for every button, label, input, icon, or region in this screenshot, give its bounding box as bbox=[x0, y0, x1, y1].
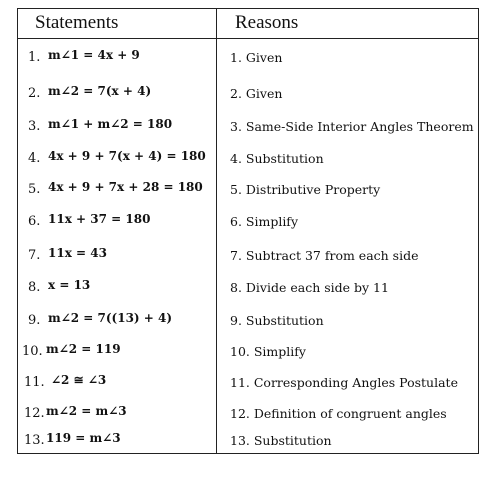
header-row bbox=[18, 9, 478, 39]
statement-number: 12. bbox=[24, 406, 45, 421]
statement-number: 3. bbox=[28, 119, 41, 134]
reason-text: 5. Distributive Property bbox=[230, 182, 381, 197]
statement-number: 7. bbox=[28, 248, 41, 263]
statement-text: 11x + 37 = 180 bbox=[48, 212, 151, 226]
reason-text: 11. Corresponding Angles Postulate bbox=[230, 375, 458, 390]
statement-text: m∠2 = 7((13) + 4) bbox=[48, 311, 173, 325]
proof-row bbox=[18, 81, 478, 109]
reason-text: 9. Substitution bbox=[230, 313, 324, 328]
statement-text: m∠2 = m∠3 bbox=[46, 404, 127, 418]
proof-row bbox=[18, 146, 478, 174]
reasons-header: Reasons bbox=[235, 12, 299, 33]
statement-text: m∠2 = 7(x + 4) bbox=[48, 84, 152, 98]
proof-row bbox=[18, 45, 478, 73]
proof-row bbox=[18, 243, 478, 271]
statement-text: 119 = m∠3 bbox=[46, 431, 121, 445]
statement-number: 6. bbox=[28, 214, 41, 229]
proof-row bbox=[18, 339, 478, 367]
proof-row bbox=[18, 177, 478, 205]
statement-number: 11. bbox=[24, 375, 45, 390]
reason-text: 13. Substitution bbox=[230, 433, 332, 448]
statement-text: m∠1 = 4x + 9 bbox=[48, 48, 140, 62]
reason-text: 2. Given bbox=[230, 86, 283, 101]
proof-row bbox=[18, 209, 478, 237]
reason-text: 1. Given bbox=[230, 50, 283, 65]
proof-row bbox=[18, 114, 478, 142]
reason-text: 3. Same-Side Interior Angles Theorem bbox=[230, 119, 474, 134]
statement-text: ∠2 ≅ ∠3 bbox=[51, 373, 107, 387]
reason-text: 8. Divide each side by 11 bbox=[230, 280, 389, 295]
statement-number: 2. bbox=[28, 86, 41, 101]
proof-row bbox=[18, 428, 478, 456]
statement-text: m∠1 + m∠2 = 180 bbox=[48, 117, 173, 131]
proof-table bbox=[17, 8, 479, 454]
proof-row bbox=[18, 370, 478, 398]
reason-text: 4. Substitution bbox=[230, 151, 324, 166]
reason-text: 12. Definition of congruent angles bbox=[230, 406, 447, 421]
statement-number: 10. bbox=[22, 344, 43, 359]
statement-number: 5. bbox=[28, 182, 41, 197]
statements-header: Statements bbox=[35, 12, 119, 33]
statement-number: 8. bbox=[28, 280, 41, 295]
proof-row bbox=[18, 401, 478, 429]
statement-text: 11x = 43 bbox=[48, 246, 107, 260]
proof-row bbox=[18, 308, 478, 336]
statement-number: 4. bbox=[28, 151, 41, 166]
reason-text: 7. Subtract 37 from each side bbox=[230, 248, 419, 263]
reason-text: 6. Simplify bbox=[230, 214, 298, 229]
statement-number: 1. bbox=[28, 50, 41, 65]
statement-number: 9. bbox=[28, 313, 41, 328]
statement-text: 4x + 9 + 7x + 28 = 180 bbox=[48, 180, 203, 194]
statement-text: x = 13 bbox=[48, 278, 91, 292]
statement-number: 13. bbox=[24, 433, 45, 448]
statement-text: m∠2 = 119 bbox=[46, 342, 121, 356]
statement-text: 4x + 9 + 7(x + 4) = 180 bbox=[48, 149, 206, 163]
proof-row bbox=[18, 275, 478, 303]
reason-text: 10. Simplify bbox=[230, 344, 306, 359]
